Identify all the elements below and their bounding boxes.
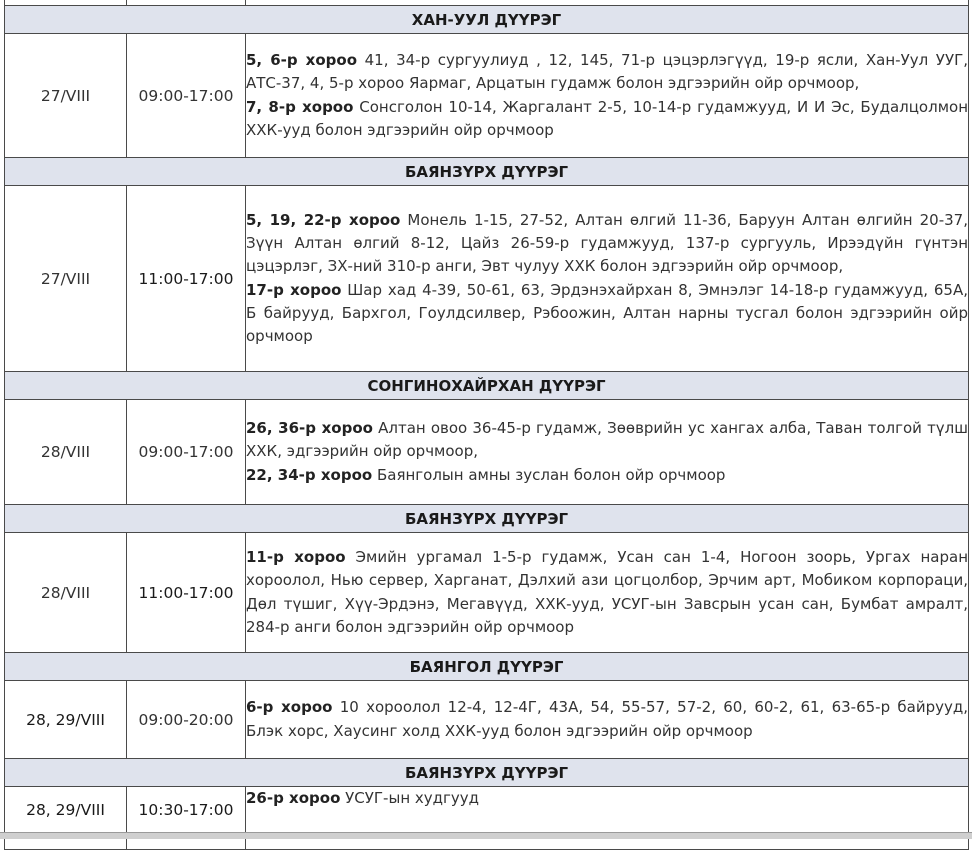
khoroo-label: 11-р хороо (246, 547, 346, 566)
date-cell: 28, 29/VIII (5, 787, 127, 850)
khoroo-label: 17-р хороо (246, 280, 342, 299)
district-header-row (5, 653, 969, 681)
district-name: БАЯНГОЛ ДҮҮРЭГ (5, 653, 969, 681)
time-cell: 11:00-17:00 (127, 186, 246, 372)
date-cell: 28/VIII (5, 533, 127, 653)
outage-schedule-table (4, 0, 969, 850)
district-header-row (5, 372, 969, 400)
district-name: БАЯНЗҮРХ ДҮҮРЭГ (5, 505, 969, 533)
table-row (5, 34, 969, 158)
area-cell (246, 681, 969, 759)
table-row (5, 681, 969, 759)
area-cell (246, 533, 969, 653)
time-cell: 09:00-20:00 (127, 681, 246, 759)
district-name: ХАН-УУЛ ДҮҮРЭГ (5, 6, 969, 34)
district-header-row (5, 6, 969, 34)
district-name: БАЯНЗҮРХ ДҮҮРЭГ (5, 759, 969, 787)
khoroo-label: 5, 6-р хороо (246, 50, 357, 69)
khoroo-label: 7, 8-р хороо (246, 97, 354, 116)
district-header-row (5, 158, 969, 186)
area-text: Сонсголон 10-14, Жаргалант 2-5, 10-14-р гудамжууд, И И Эс, Будалцолмон ХХК-ууд болон эдгээрийн ойр орчмоор (246, 97, 969, 139)
time-cell: 11:00-17:00 (127, 533, 246, 653)
date-cell: 27/VIII (5, 186, 127, 372)
table-row (5, 787, 969, 850)
district-header-row (5, 505, 969, 533)
area-text: 41, 34-р сургуулиуд , 12, 145, 71-р цэцэрлэгүүд, 19-р ясли, Хан-Уул УУГ, АТС-37, 4, 5-р хороо Яармаг, Арцатын гудамж болон эдгээрийн ойр орчмоор, (246, 50, 968, 93)
area-cell (246, 787, 969, 850)
district-header-row (5, 759, 969, 787)
khoroo-label: 6-р хороо (246, 698, 333, 717)
area-text: Эмийн ургамал 1-5-р гудамж, Усан сан 1-4, Ногоон зоорь, Ургах наран хороолол, Нью сервер, Харганат, Дэлхий ази цогцолбор, Эрчим арт, Мобиком корпораци, Дөл түшиг, Хүү-Эрдэнэ, Мегавүүд, ХХК-ууд, УСУГ-ын Завсрын усан сан, Бумбат амралт, 284-р анги болон эдгээрийн ойр орчмоор (246, 547, 969, 636)
table-row (5, 186, 969, 372)
area-text: УСУГ-ын худгууд (340, 789, 480, 807)
date-cell: 28/VIII (5, 400, 127, 505)
area-text: Монель 1-15, 27-52, Алтан өлгий 11-36, Баруун Алтан өлгийн 20-37, Зүүн Алтан өлгий 8-12, Цайз 26-59-р гудамжууд, 137-р сургууль, Ирээдүйн гүнтэн цэцэрлэг, ЗХ-ний 310-р анги, Эвт чулуу ХХК болон эдгээрийн ойр орчмоор, (246, 210, 968, 276)
district-name: БАЯНЗҮРХ ДҮҮРЭГ (5, 158, 969, 186)
time-cell: 09:00-17:00 (127, 400, 246, 505)
area-text: Баянголын амны зуслан болон ойр орчмоор (372, 465, 726, 484)
area-text: Алтан овоо 36-45-р гудамж, Зөөврийн ус хангах алба, Таван толгой түлш ХХК, эдгээрийн ойр орчмоор, (246, 419, 968, 461)
date-cell: 28, 29/VIII (5, 681, 127, 759)
khoroo-label: 26, 36-р хороо (246, 419, 373, 438)
time-cell: 10:30-17:00 (127, 787, 246, 850)
area-text: 10 хороолол 12-4, 12-4Г, 43А, 54, 55-57, 57-2, 60, 60-2, 61, 63-65-р байрууд, Блэк хорс, Хаусинг холд ХХК-ууд болон эдгээрийн ойр орчмоор (246, 698, 968, 740)
area-cell (246, 400, 969, 505)
khoroo-label: 26-р хороо (246, 789, 341, 807)
area-text: Шар хад 4-39, 50-61, 63, Эрдэнэхайрхан 8, Эмнэлэг 14-18-р гудамжууд, 65А, Б байрууд, Бархгол, Гоулдсилвер, Рэбоожин, Алтан нарны тусгал болон эдгээрийн ойр орчмоор (246, 280, 968, 346)
area-cell (246, 186, 969, 372)
district-name: СОНГИНОХАЙРХАН ДҮҮРЭГ (5, 372, 969, 400)
time-cell: 09:00-17:00 (127, 34, 246, 158)
area-cell (246, 34, 969, 158)
table-row (5, 533, 969, 653)
table-row (5, 400, 969, 505)
date-cell: 27/VIII (5, 34, 127, 158)
khoroo-label: 22, 34-р хороо (246, 465, 373, 484)
khoroo-label: 5, 19, 22-р хороо (246, 210, 401, 229)
